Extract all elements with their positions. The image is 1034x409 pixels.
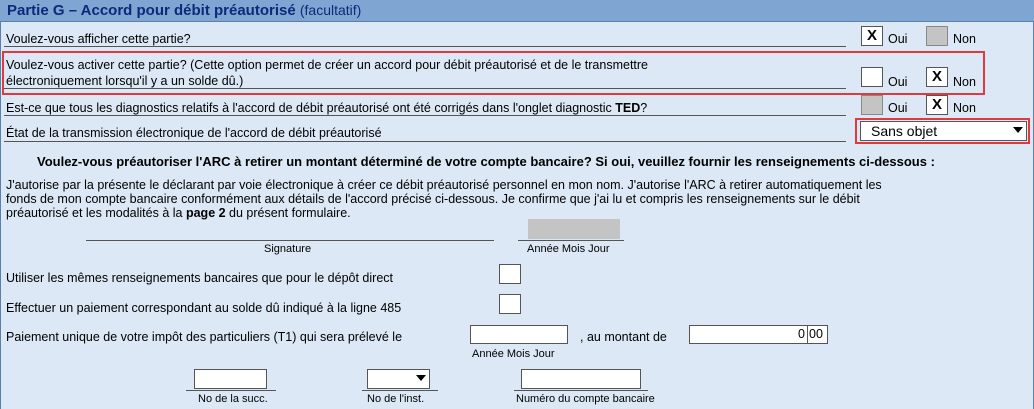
chevron-down-icon xyxy=(1013,127,1023,133)
row-line xyxy=(4,88,846,89)
same-bank-label: Utiliser les mêmes renseignements bancaires que pour le dépôt direct xyxy=(6,271,393,285)
branch-number-input[interactable] xyxy=(194,369,267,389)
same-bank-checkbox[interactable] xyxy=(499,264,521,284)
diagnostics-oui-checkbox[interactable] xyxy=(861,95,883,115)
authorization-paragraph-line2: fonds de mon compte bancaire conformément aux détails de l'accord précisé ci-dessous. Je confirme que j'ai lu et compris les renseignements sur le débit xyxy=(6,192,860,206)
oui-label: Oui xyxy=(888,101,908,115)
account-number-input[interactable] xyxy=(521,369,641,389)
branch-line xyxy=(186,390,276,391)
payment-date-input[interactable] xyxy=(470,325,568,344)
institution-number-select[interactable] xyxy=(367,369,430,389)
oui-label: Oui xyxy=(888,75,908,89)
branch-label: No de la succ. xyxy=(198,393,268,405)
amount-label: , au montant de xyxy=(580,330,667,344)
section-title-text: Partie G – Accord pour débit préautorisé xyxy=(7,2,296,19)
section-header xyxy=(0,0,1034,22)
show-section-non-checkbox[interactable] xyxy=(926,26,948,46)
row-line xyxy=(4,46,846,47)
status-select-value: Sans objet xyxy=(871,123,938,139)
pay-balance-checkbox[interactable] xyxy=(499,294,521,314)
row-line xyxy=(4,141,846,142)
question-diagnostics: Est-ce que tous les diagnostics relatifs à l'accord de débit préautorisé ont été corrigés dans l'onglet diagnostic TED? xyxy=(6,101,648,115)
transmission-status-label: État de la transmission électronique de l'accord de débit préautorisé xyxy=(6,126,382,140)
institution-label: No de l'inst. xyxy=(367,393,425,405)
amount-input[interactable] xyxy=(689,325,828,344)
institution-line xyxy=(362,390,438,391)
non-label: Non xyxy=(953,75,976,89)
transmission-status-select[interactable] xyxy=(860,121,1027,141)
activate-non-checkbox[interactable]: X xyxy=(926,67,948,87)
pay-balance-label: Effectuer un paiement correspondant au solde dû indiqué à la ligne 485 xyxy=(6,301,402,315)
signature-label: Signature xyxy=(264,243,312,255)
oui-label: Oui xyxy=(888,32,908,46)
account-line xyxy=(514,390,648,391)
show-section-oui-checkbox[interactable]: X xyxy=(861,26,883,46)
amount-cents: 00 xyxy=(809,327,823,341)
question-activate-line2: électroniquement lorsqu'il y a un solde dû.) xyxy=(6,74,244,88)
signature-line xyxy=(86,240,494,241)
account-label: Numéro du compte bancaire xyxy=(516,393,655,405)
payment-label: Paiement unique de votre impôt des particuliers (T1) qui sera prélevé le xyxy=(6,330,403,344)
activate-oui-checkbox[interactable] xyxy=(861,67,883,87)
question-show-section: Voulez-vous afficher cette partie? xyxy=(6,32,191,46)
amount-divider xyxy=(807,326,808,343)
non-label: Non xyxy=(953,32,976,46)
row-line xyxy=(4,115,846,116)
payment-date-label: Année Mois Jour xyxy=(472,348,555,360)
signature-date-label: Année Mois Jour xyxy=(527,243,610,255)
section-title xyxy=(7,2,361,19)
authorization-paragraph-line3: préautorisé et les modalités à la page 2 du présent formulaire. xyxy=(6,206,351,220)
signature-date-field[interactable] xyxy=(528,219,620,239)
amount-dollars: 0 xyxy=(798,327,805,341)
preauthorize-heading: Voulez-vous préautoriser l'ARC à retirer un montant déterminé de votre compte bancaire? Si oui, veuillez fournir les renseignements ci-dessous : xyxy=(37,154,935,169)
non-label: Non xyxy=(953,101,976,115)
question-activate-line1: Voulez-vous activer cette partie? (Cette option permet de créer un accord pour débit préautorisé et de le transmettre xyxy=(6,58,649,72)
chevron-down-icon xyxy=(416,375,426,381)
signature-date-line xyxy=(518,240,624,241)
section-subtitle: (facultatif) xyxy=(299,2,362,18)
authorization-paragraph-line1: J'autorise par la présente le déclarant par voie électronique à créer ce débit préautorisé personnel en mon nom. J'autorise l'ARC à retirer automatiquement les xyxy=(6,178,882,192)
diagnostics-non-checkbox[interactable]: X xyxy=(926,95,948,115)
